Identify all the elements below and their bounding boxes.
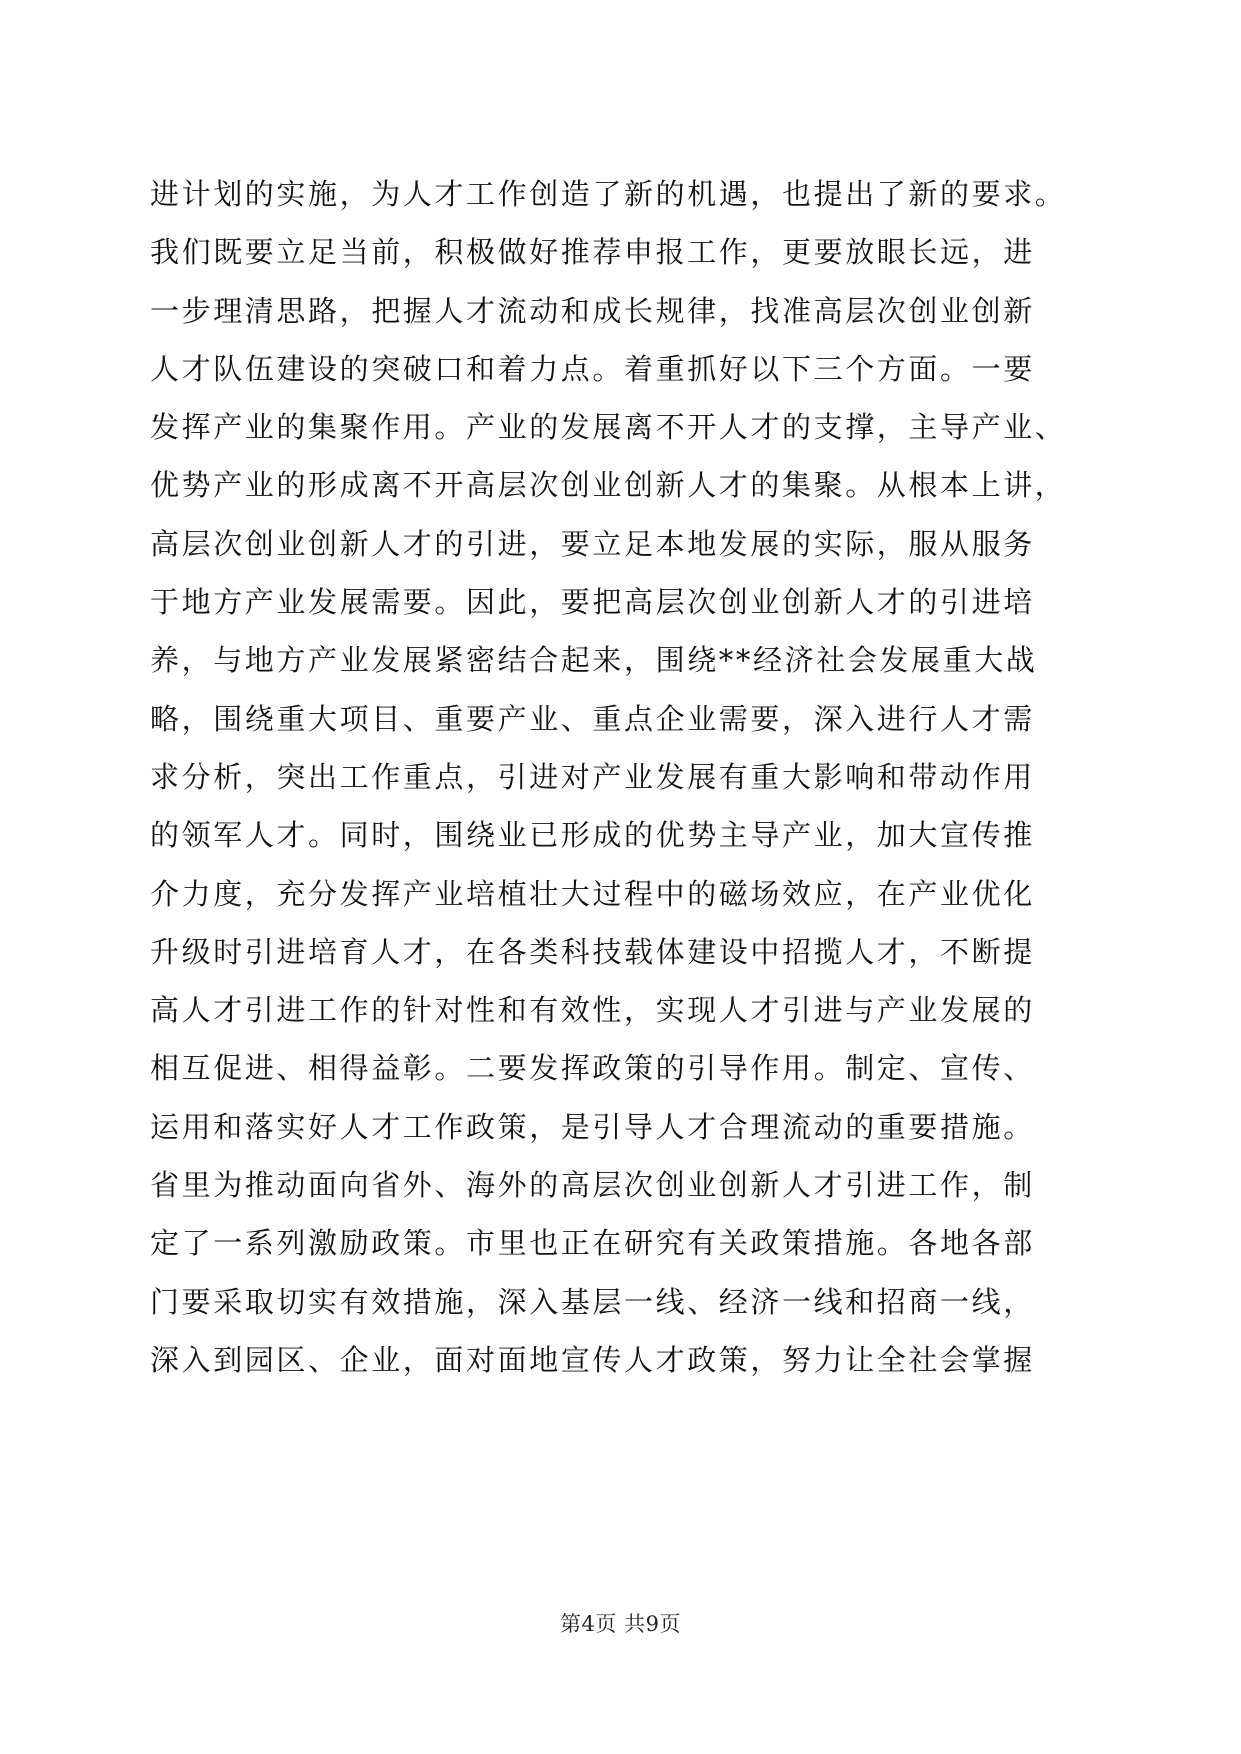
text-line: 发挥产业的集聚作用。产业的发展离不开人才的支撑，主导产业、	[150, 410, 1067, 445]
text-line: 省里为推动面向省外、海外的高层次创业创新人才引进工作，制	[150, 1168, 1035, 1203]
text-line: 升级时引进培育人才，在各类科技载体建设中招揽人才，不断提	[150, 934, 1035, 969]
text-line: 深入到园区、企业，面对面地宣传人才政策，努力让全社会掌握	[150, 1342, 1035, 1377]
text-line: 高层次创业创新人才的引进，要立足本地发展的实际，服从服务	[150, 526, 1035, 561]
text-line: 求分析，突出工作重点，引进对产业发展有重大影响和带动作用	[150, 759, 1035, 794]
text-line: 养，与地方产业发展紧密结合起来，围绕**经济社会发展重大战	[150, 643, 1038, 678]
text-line: 进计划的实施，为人才工作创造了新的机遇，也提出了新的要求。	[150, 177, 1067, 211]
text-line: 介力度，充分发挥产业培植壮大过程中的磁场效应，在产业优化	[150, 876, 1035, 911]
text-line: 运用和落实好人才工作政策，是引导人才合理流动的重要措施。	[150, 1109, 1035, 1144]
text-line: 优势产业的形成离不开高层次创业创新人才的集聚。从根本上讲，	[150, 468, 1067, 503]
text-line: 人才队伍建设的突破口和着力点。着重抓好以下三个方面。一要	[150, 351, 1035, 386]
text-line: 定了一系列激励政策。市里也正在研究有关政策措施。各地各部	[150, 1226, 1035, 1261]
text-line: 于地方产业发展需要。因此，要把高层次创业创新人才的引进培	[150, 585, 1035, 620]
text-line: 的领军人才。同时，围绕业已形成的优势主导产业，加大宣传推	[150, 818, 1035, 853]
text-line: 一步理清思路，把握人才流动和成长规律，找准高层次创业创新	[150, 293, 1035, 328]
text-line: 略，围绕重大项目、重要产业、重点企业需要，深入进行人才需	[150, 701, 1035, 736]
text-line: 门要采取切实有效措施，深入基层一线、经济一线和招商一线，	[150, 1284, 1035, 1319]
text-line: 相互促进、相得益彰。二要发挥政策的引导作用。制定、宣传、	[150, 1051, 1035, 1086]
body-text	[150, 165, 1090, 1389]
page-number-footer: 第4页 共9页	[560, 1612, 681, 1636]
text-line: 高人才引进工作的针对性和有效性，实现人才引进与产业发展的	[150, 993, 1035, 1028]
text-line: 我们既要立足当前，积极做好推荐申报工作，更要放眼长远，进	[150, 235, 1035, 270]
